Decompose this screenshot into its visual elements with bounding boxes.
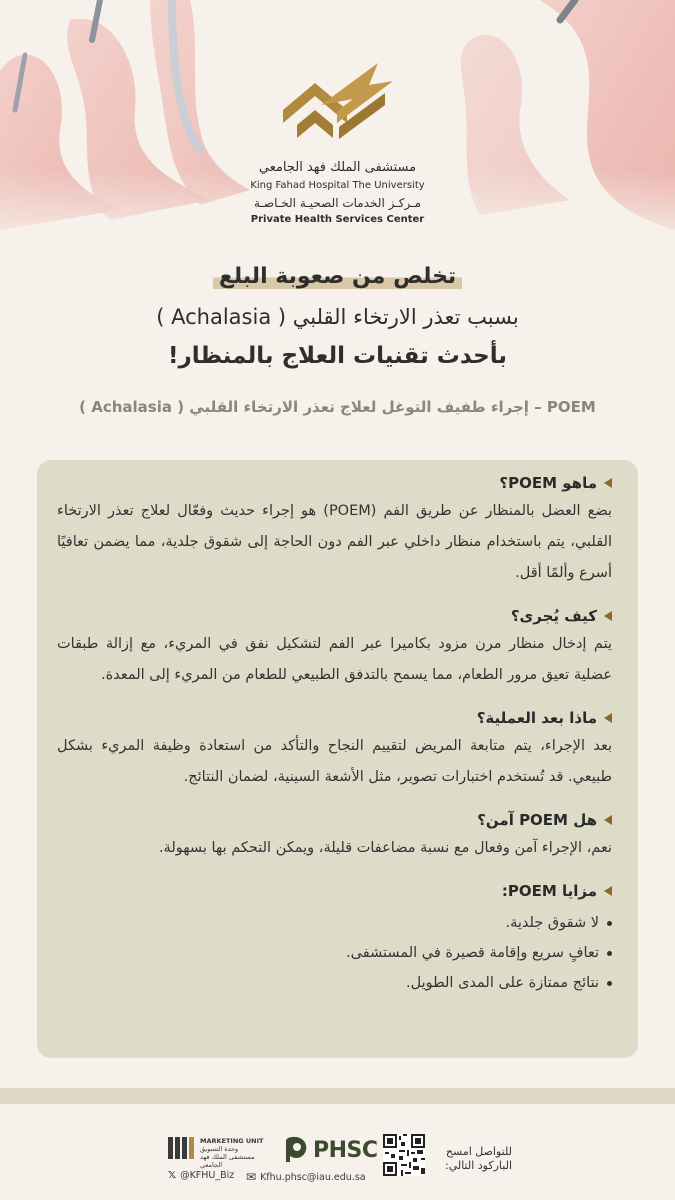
qr-label-line1: للتواصل امسح bbox=[445, 1145, 512, 1158]
phsc-leaf-icon bbox=[284, 1134, 310, 1164]
section-title: مزايا POEM: bbox=[501, 882, 597, 900]
section-how-performed bbox=[57, 607, 612, 691]
list-item-text: نتائج ممتازة على المدى الطويل. bbox=[406, 975, 599, 991]
marketing-unit-hospital: مستشفى الملك فهد الجامعي bbox=[200, 1153, 255, 1169]
hospital-name-ar: مستشفى الملك فهد الجامعي bbox=[258, 160, 417, 175]
info-card bbox=[37, 460, 638, 1058]
section-body: بعد الإجراء، يتم متابعة المريض لتقييم النجاح والتأكد من استعادة وظيفة المريء بشكل طبيعي. قد تُستخدم اختبارات تصوير، مثل الأشعة السينية، لضمان النتائج. bbox=[57, 738, 612, 785]
marketing-unit-logo bbox=[168, 1135, 276, 1175]
phsc-text: PHSC bbox=[313, 1138, 378, 1163]
x-logo-icon: 𝕏 bbox=[168, 1170, 177, 1181]
section-advantages bbox=[57, 882, 612, 998]
section-body: نعم، الإجراء آمن وفعال مع نسبة مضاعفات قليلة، ويمكن التحكم بها بسهولة. bbox=[158, 840, 612, 856]
bullet-dot-icon bbox=[607, 921, 612, 926]
qr-code[interactable] bbox=[383, 1134, 425, 1176]
footer-divider-band bbox=[0, 1088, 675, 1104]
triangle-bullet-icon bbox=[604, 611, 612, 621]
hospital-logo bbox=[0, 55, 675, 159]
section-is-safe bbox=[57, 811, 612, 864]
headline-line2: بسبب تعذر الارتخاء القلبي ( Achalasia ) bbox=[156, 305, 519, 329]
hospital-name-en: King Fahad Hospital The University bbox=[250, 180, 425, 191]
mu-logo-icon bbox=[168, 1135, 196, 1161]
section-title: كيف يُجرى؟ bbox=[510, 607, 597, 625]
envelope-icon: ✉ bbox=[246, 1170, 257, 1184]
section-title: ماهو POEM؟ bbox=[499, 474, 597, 492]
list-item bbox=[57, 938, 612, 968]
headline-line1-text: تخلص من صعوبة البلع bbox=[213, 264, 462, 289]
marketing-unit-en: MARKETING UNIT bbox=[200, 1137, 264, 1145]
bullet-dot-icon bbox=[607, 951, 612, 956]
triangle-bullet-icon bbox=[604, 713, 612, 723]
kfhu-logo-icon bbox=[273, 55, 403, 155]
advantages-list bbox=[57, 908, 612, 998]
headline-line1 bbox=[0, 264, 675, 289]
list-item bbox=[57, 908, 612, 938]
section-body: يتم إدخال منظار مرن مزود بكاميرا عبر الفم لتشكيل نفق في المريء، مع إزالة طبقات عضلية تعيق مرور الطعام، مما يسمح بالتدفق الطبيعي للطعام من المريء إلى المعدة. bbox=[57, 636, 612, 683]
triangle-bullet-icon bbox=[604, 886, 612, 896]
section-after-procedure bbox=[57, 709, 612, 793]
marketing-unit-ar: وحدة التسويق bbox=[200, 1145, 239, 1153]
list-item-text: لا شقوق جلدية. bbox=[505, 915, 599, 931]
triangle-bullet-icon bbox=[604, 815, 612, 825]
qr-scan-label bbox=[432, 1145, 512, 1173]
triangle-bullet-icon bbox=[604, 478, 612, 488]
email-contact[interactable] bbox=[246, 1170, 366, 1184]
list-item bbox=[57, 968, 612, 998]
section-title: هل POEM آمن؟ bbox=[477, 811, 597, 829]
headline-line3: بأحدث تقنيات العلاج بالمنظار! bbox=[167, 343, 507, 369]
qr-label-line2: الباركود التالي: bbox=[444, 1159, 512, 1172]
twitter-handle[interactable] bbox=[168, 1170, 234, 1181]
center-name-ar: مـركـز الخدمات الصحيـة الخـاصـة bbox=[253, 196, 422, 210]
procedure-subtitle: POEM – إجراء طفيف التوغل لعلاج تعذر الارتخاء القلبي ( Achalasia ) bbox=[79, 398, 596, 416]
list-item-text: تعافٍ سريع وإقامة قصيرة في المستشفى. bbox=[346, 945, 599, 961]
section-what-is-poem bbox=[57, 474, 612, 589]
section-title: ماذا بعد العملية؟ bbox=[476, 709, 597, 727]
center-name-en: Private Health Services Center bbox=[250, 214, 425, 225]
phsc-logo bbox=[284, 1134, 378, 1168]
section-body: بضع العضل بالمنظار عن طريق الفم (POEM) هو إجراء حديث وفعّال لعلاج تعذر الارتخاء القلبي، يتم باستخدام منظار داخلي عبر الفم دون الحاجة إلى شقوق جلدية، مما يضمن تعافيًا أسرع وألمًا أقل. bbox=[57, 503, 612, 581]
twitter-handle-text: @KFHU_Biz bbox=[180, 1170, 235, 1181]
bullet-dot-icon bbox=[607, 981, 612, 986]
email-text: Kfhu.phsc@iau.edu.sa bbox=[260, 1171, 366, 1183]
